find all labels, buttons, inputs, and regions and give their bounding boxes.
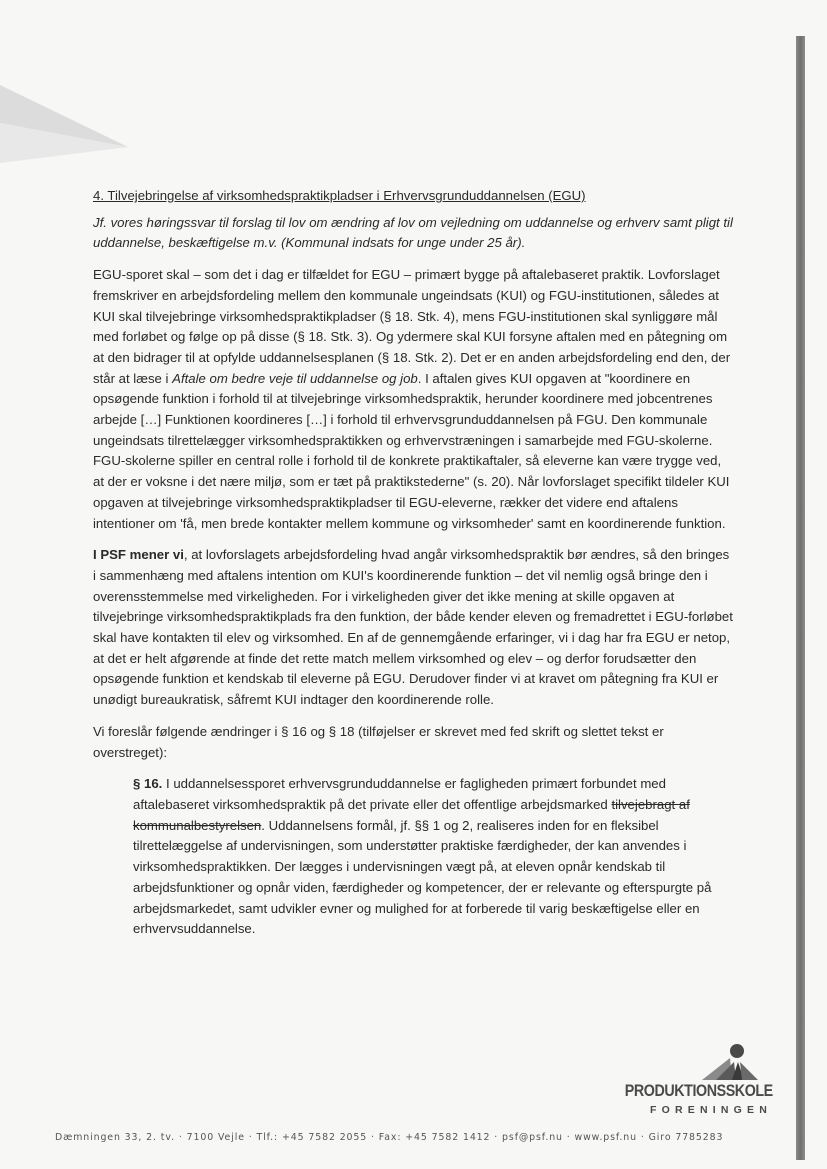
paragraph-egu-track [93,265,735,534]
agreement-title: Aftale om bedre veje til uddannelse og job [172,370,418,386]
paragraph-proposal: Vi foreslår følgende ændringer i § 16 og § 18 (tilføjelser er skrevet med fed skrift og slettet tekst er overstreget): [93,723,664,760]
document-body [93,186,735,940]
intro-reference: Jf. vores høringssvar til forslag til lov om ændring af lov om vejledning om uddannelse og erhverv samt pligt til uddannelse, beskæftigelse m.v. (Kommunal indsats for unge under 25 år). [93,214,733,251]
corner-logo-mark [0,85,130,175]
footer-contact: Dæmningen 33, 2. tv. · 7100 Vejle · Tlf.: +45 7582 2055 · Fax: +45 7582 1412 · psf@psf.nu · www.psf.nu · Giro 7785283 [55,1132,724,1143]
paragraph-text: . I aftalen gives KUI opgaven at "koordinere en opsøgende funktion i forhold til at tilvejebringe virksomhedspraktik, herunder koordinere med jobcentrenes arbejde […] Funktionen koordineres […] i forhold til erhvervsgrunduddannelsen på FGU. Den kommunale ungeindsats tilrettelægger virksomhedspraktikken og erhvervstræningen i samarbejde med FGU-skolerne. FGU-skolerne spiller en central rolle i forhold til de konkrete praktikaftaler, så eleverne kan være trygge ved, at der er voksne i det nære miljø, som er tæt på praktikstederne" (s. 20). Når lovforslaget specifikt tildeler KUI opgaven at tilvejebringe virksomhedspraktikpladser til EGU-eleverne, rækker det videre end aftalens intentioner om 'få, men brede kontakter mellem kommune og virksomheder' samt en koordinerende funktion. [93,370,730,531]
quote-text: . Uddannelsens formål, jf. §§ 1 og 2, realiseres inden for en fleksibel tilrettelæggelse af undervisningen, som understøtter praktiske færdigheder, der kan anvendes i virksomhedspraktikken. Der lægges i undervisningen vægt på, at eleven opnår kendskab til arbejdsfunktioner og opnår viden, færdigheder og kompetencer, der er relevante og efterspurgte på arbejdsmarkedet, samt udvikler evner og mulighed for at forberede til varig beskæftigelse eller en erhvervsuddannelse. [133,817,712,937]
section-number: § 16. [133,776,163,792]
paragraph-psf-position [93,545,735,711]
paragraph-text: EGU-sporet skal – som det i dag er tilfældet for EGU – primært bygge på aftalebaseret praktik. Lovforslaget fremskriver en arbejdsfordeling mellem den kommunale ungeindsats (KUI) og FGU-institutionen, således at KUI skal tilvejebringe virksomhedspraktikpladser (§ 18. Stk. 4), mens FGU-institutionen skal synliggøre mål med forløbet og følge op på disse (§ 18. Stk. 3). Og ydermere skal KUI forsyne aftalen med en påtegning om at den bidrager til at opfylde uddannelsesplanen (§ 18. Stk. 2). Det er en anden arbejdsfordeling end den, der står at læse i [93,267,731,386]
section-heading: 4. Tilvejebringelse af virksomhedspraktikpladser i Erhvervsgrunduddannelsen (EGU) [93,188,586,203]
law-section-16 [133,774,733,940]
struck-text: tilvejebragt af kommunalbestyrelsen [133,796,690,833]
quote-text: I uddannelsessporet erhvervsgrunduddannelse er fagligheden primært forbundet med aftalebaseret virksomhedspraktik på det private eller det offentlige arbejdsmarked [133,776,666,812]
page-edge-bar [796,36,805,1160]
paragraph-text: , at lovforslagets arbejdsfordeling hvad angår virksomhedspraktik bør ændres, så den bringes i sammenhæng med aftalens intention om KUI's koordinerende funktion – det vil nemlig også bringe den i overensstemmelse med virkeligheden. For i virkeligheden giver det ikke mening at skille opgaven at tilvejebringe virksomhedspraktikplads fra den funktion, der både kender eleven og fremadrettet i EGU-forløbet skal have kontakten til elev og virksomhed. En af de gennemgående erfaringer, vi i dag har fra EGU er netop, at det er helt afgørende at finde det rette match mellem virksomhed og elev – og derfor forudsætter den opsøgende funktion et kendskab til eleverne på EGU. Derudover finder vi at kravet om påtegning fra KUI er unødigt bureaukratisk, såfremt KUI indtager den koordinerende rolle. [93,547,733,708]
organization-subtitle: FORENINGEN [649,1104,772,1116]
law-quote-block [133,774,733,940]
organization-name: PRODUKTIONSSKOLE [624,1081,773,1100]
psf-opinion-lead: I PSF mener vi [93,547,184,563]
